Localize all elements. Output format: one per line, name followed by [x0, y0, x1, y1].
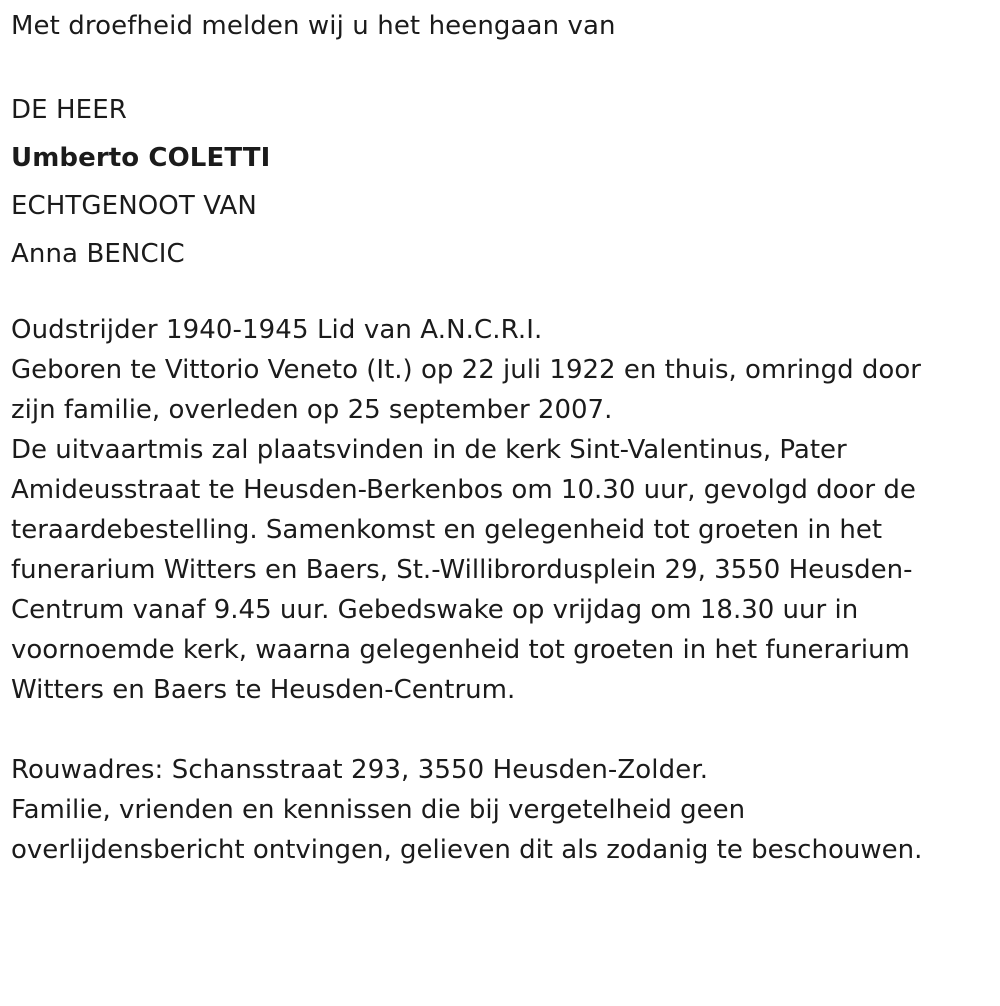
intro-text: Met droefheid melden wij u het heengaan van	[11, 11, 616, 41]
paragraph-line: De uitvaartmis zal plaatsvinden in de kerk Sint-Valentinus, Pater	[11, 435, 847, 465]
paragraph-line: Witters en Baers te Heusden-Centrum.	[11, 675, 516, 705]
deceased-name: Umberto COLETTI	[11, 143, 271, 173]
paragraph-line: Amideusstraat te Heusden-Berkenbos om 10.30 uur, gevolgd door de	[11, 475, 916, 505]
paragraph-line: Familie, vrienden en kennissen die bij vergetelheid geen	[11, 795, 746, 825]
veteran-line: Oudstrijder 1940-1945 Lid van A.N.C.R.I.	[11, 315, 543, 345]
spouse-name: Anna BENCIC	[11, 239, 185, 269]
obituary-notice	[11, 6, 986, 870]
paragraph-line: voornoemde kerk, waarna gelegenheid tot groeten in het funerarium	[11, 635, 910, 665]
mourning-address: Rouwadres: Schansstraat 293, 3550 Heusden-Zolder.	[11, 755, 709, 785]
spouse-label: ECHTGENOOT VAN	[11, 191, 257, 221]
paragraph-line: overlijdensbericht ontvingen, gelieven dit als zodanig te beschouwen.	[11, 835, 923, 865]
honorific: DE HEER	[11, 95, 127, 125]
closing-paragraph	[11, 790, 986, 870]
paragraph-line: funerarium Witters en Baers, St.-Willibrordusplein 29, 3550 Heusden-	[11, 555, 913, 585]
paragraph-line: Centrum vanaf 9.45 uur. Gebedswake op vrijdag om 18.30 uur in	[11, 595, 859, 625]
paragraph-line: teraardebestelling. Samenkomst en gelegenheid tot groeten in het	[11, 515, 883, 545]
paragraph-line: Geboren te Vittorio Veneto (It.) op 22 juli 1922 en thuis, omringd door	[11, 355, 921, 385]
birth-death-paragraph	[11, 350, 986, 430]
funeral-paragraph	[11, 430, 986, 710]
paragraph-line: zijn familie, overleden op 25 september 2007.	[11, 395, 613, 425]
